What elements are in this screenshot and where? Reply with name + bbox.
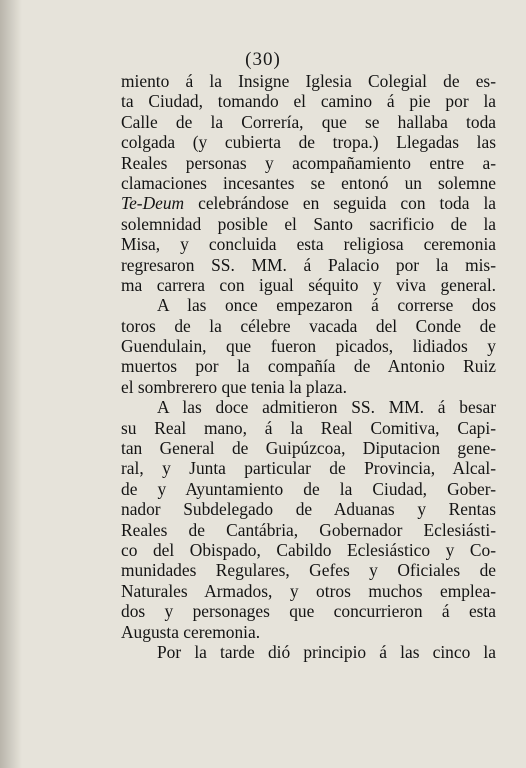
paragraph-start-line: A las once empezaron á correrse dos (157, 295, 496, 316)
body-text (121, 71, 496, 662)
paragraph-start-line: A las doce admitieron SS. MM. á besar (157, 397, 496, 418)
text-line: munidades Regulares, Gefes y Oficiales de (121, 560, 496, 581)
text-line: ta Ciudad, tomando el camino á pie por la (121, 91, 496, 112)
text-line: Reales de Cantábria, Gobernador Eclesiásti- (121, 519, 496, 540)
text-line: colgada (y cubierta de tropa.) Llegadas las (121, 132, 496, 153)
text-line: Calle de la Correría, que se hallaba toda (121, 111, 496, 132)
text-line: toros de la célebre vacada del Conde de (121, 315, 496, 336)
text-line: ma carrera con igual séquito y viva general. (121, 274, 496, 295)
text-line: Te-Deum celebrándose en seguida con toda la (121, 193, 496, 214)
text-line: su Real mano, á la Real Comitiva, Capi- (121, 417, 496, 438)
text-line: Guendulain, que fueron picados, lidiados y (121, 336, 496, 357)
text-line: de y Ayuntamiento de la Ciudad, Gober- (121, 478, 496, 499)
text-line: ral, y Junta particular de Provincia, Alcal- (121, 458, 496, 479)
text-line: regresaron SS. MM. á Palacio por la mis- (121, 254, 496, 275)
paragraph-start-line: Por la tarde dió principio á las cinco la (157, 641, 496, 662)
text-line: Augusta ceremonia. (121, 621, 261, 642)
text-line: nador Subdelegado de Aduanas y Rentas (121, 499, 496, 520)
text-line: el sombrerero que tenia la plaza. (121, 376, 347, 397)
text-line: tan General de Guipúzcoa, Diputacion gene- (121, 438, 496, 459)
text-line: dos y personages que concurrieron á esta (121, 601, 496, 622)
page-number: (30) (245, 49, 281, 70)
text-line: miento á la Insigne Iglesia Colegial de es- (121, 71, 496, 91)
text-line: co del Obispado, Cabildo Eclesiástico y Co- (121, 539, 496, 560)
text-line: clamaciones incesantes se entonó un solemne (121, 172, 496, 193)
italic-term: Te-Deum (121, 193, 185, 214)
text-line: Misa, y concluida esta religiosa ceremonia (121, 234, 496, 255)
page-gutter-shadow (0, 0, 22, 768)
text-line: Naturales Armados, y otros muchos emplea- (121, 580, 496, 601)
text-line: muertos por la compañía de Antonio Ruiz (121, 356, 496, 377)
text-line: Reales personas y acompañamiento entre a- (121, 152, 496, 173)
text-line: solemnidad posible el Santo sacrificio de la (121, 213, 496, 234)
